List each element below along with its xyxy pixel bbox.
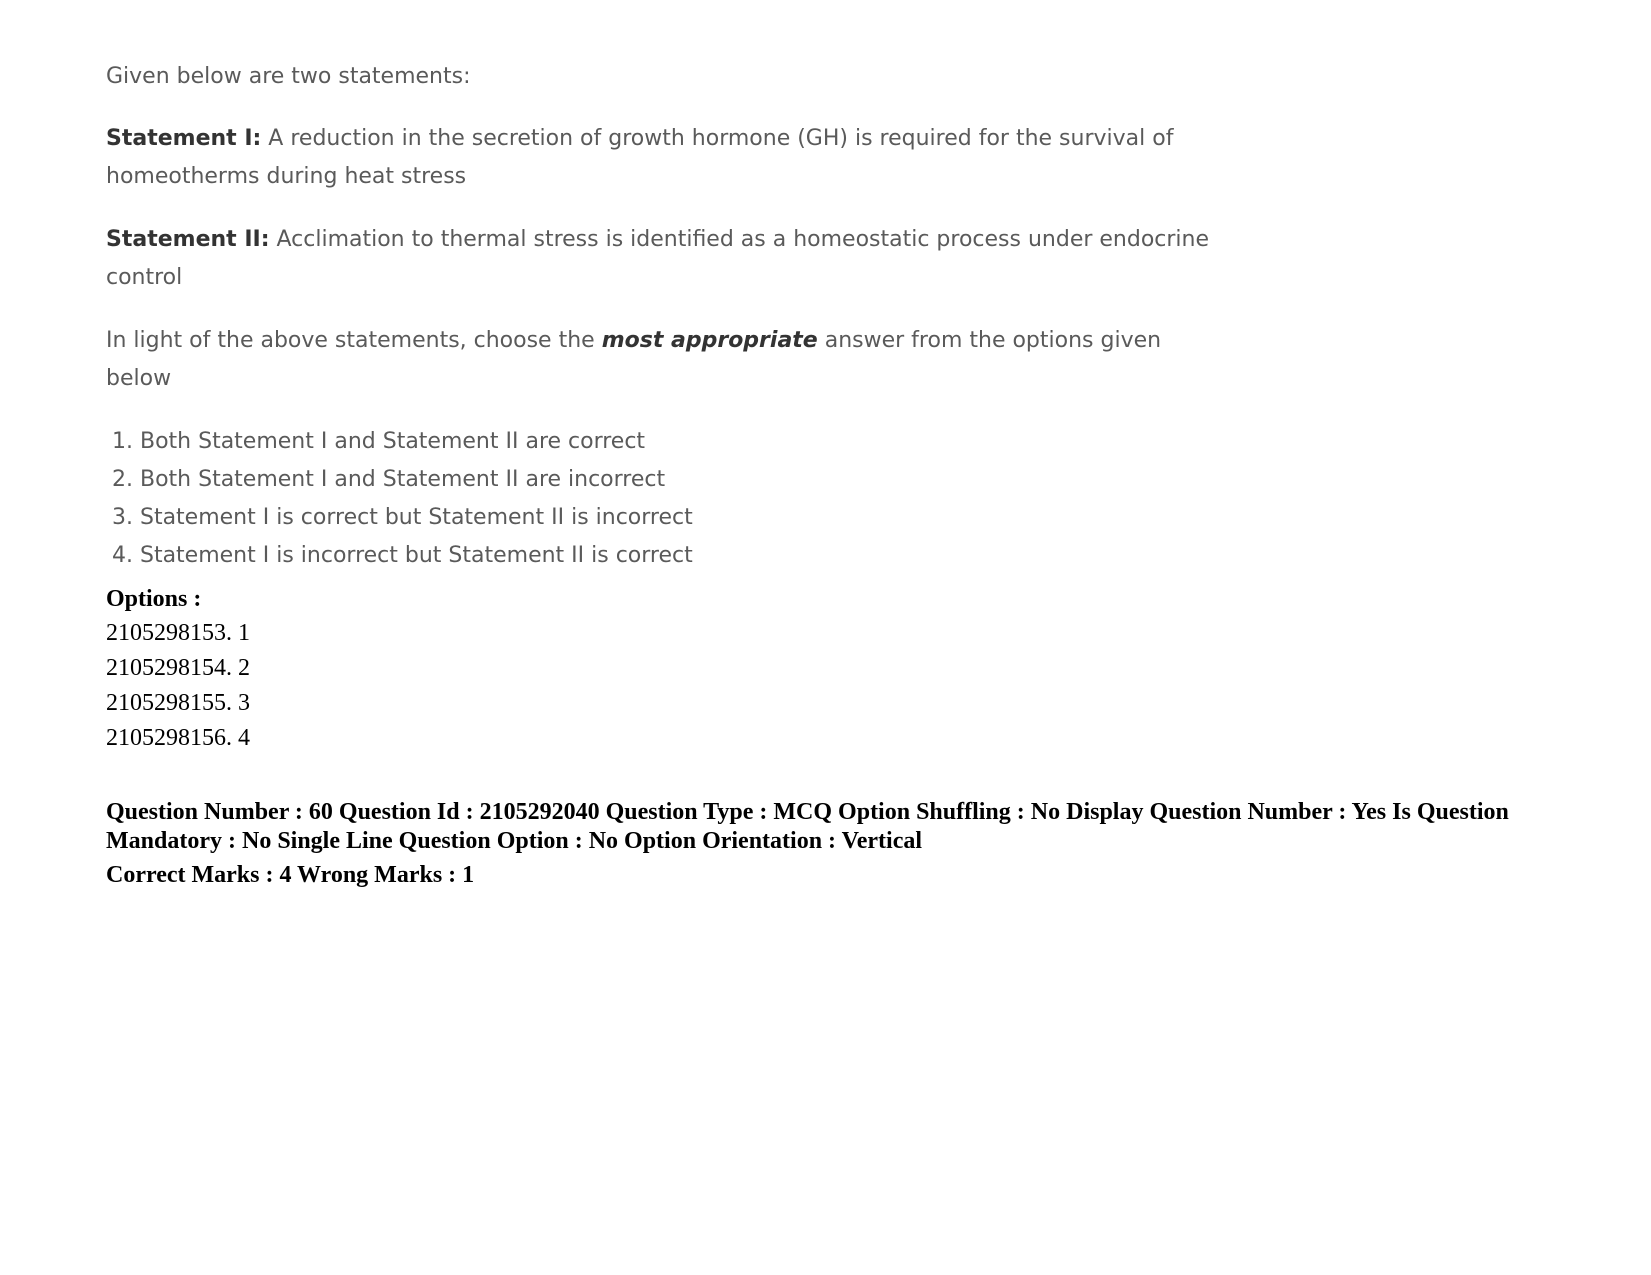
- answer-choice: 3. Statement I is correct but Statement II is incorrect: [112, 505, 693, 530]
- answer-choice: 4. Statement I is incorrect but Statement II is correct: [112, 543, 693, 568]
- marks-info: Correct Marks : 4 Wrong Marks : 1: [106, 862, 475, 888]
- option-id-item: 2105298154. 2: [106, 655, 250, 681]
- statement-one-label: Statement I:: [106, 126, 262, 151]
- question-info: Question Number : 60 Question Id : 2105292040 Question Type : MCQ Option Shuffling : No Display Question Number : Yes Is Question Mandatory : No Single Line Question Option : No Option Orientation : Vertical: [106, 799, 1509, 854]
- prompt-text-after: answer from the options given below: [106, 328, 1162, 391]
- options-heading: Options :: [106, 586, 202, 612]
- statement-one-text: A reduction in the secretion of growth hormone (GH) is required for the survival of homeotherms during heat stress: [106, 126, 1174, 189]
- prompt-text-before: In light of the above statements, choose the: [106, 328, 602, 353]
- option-id-list: [106, 616, 250, 756]
- statement-one: [106, 120, 1216, 196]
- statement-two-text: Acclimation to thermal stress is identified as a homeostatic process under endocrine control: [106, 227, 1210, 290]
- option-id-item: 2105298155. 3: [106, 690, 250, 716]
- statement-two: [106, 221, 1216, 297]
- question-prompt: [106, 322, 1216, 398]
- answer-choice: 2. Both Statement I and Statement II are incorrect: [112, 467, 666, 492]
- answer-choice-list: [106, 423, 1216, 575]
- question-text-image: [106, 58, 1216, 575]
- option-id-item: 2105298153. 1: [106, 620, 250, 646]
- statement-two-label: Statement II:: [106, 227, 270, 252]
- answer-choice: 1. Both Statement I and Statement II are correct: [112, 429, 646, 454]
- question-intro: Given below are two statements:: [106, 64, 471, 89]
- option-id-item: 2105298156. 4: [106, 725, 250, 751]
- prompt-emphasis: most appropriate: [601, 328, 818, 353]
